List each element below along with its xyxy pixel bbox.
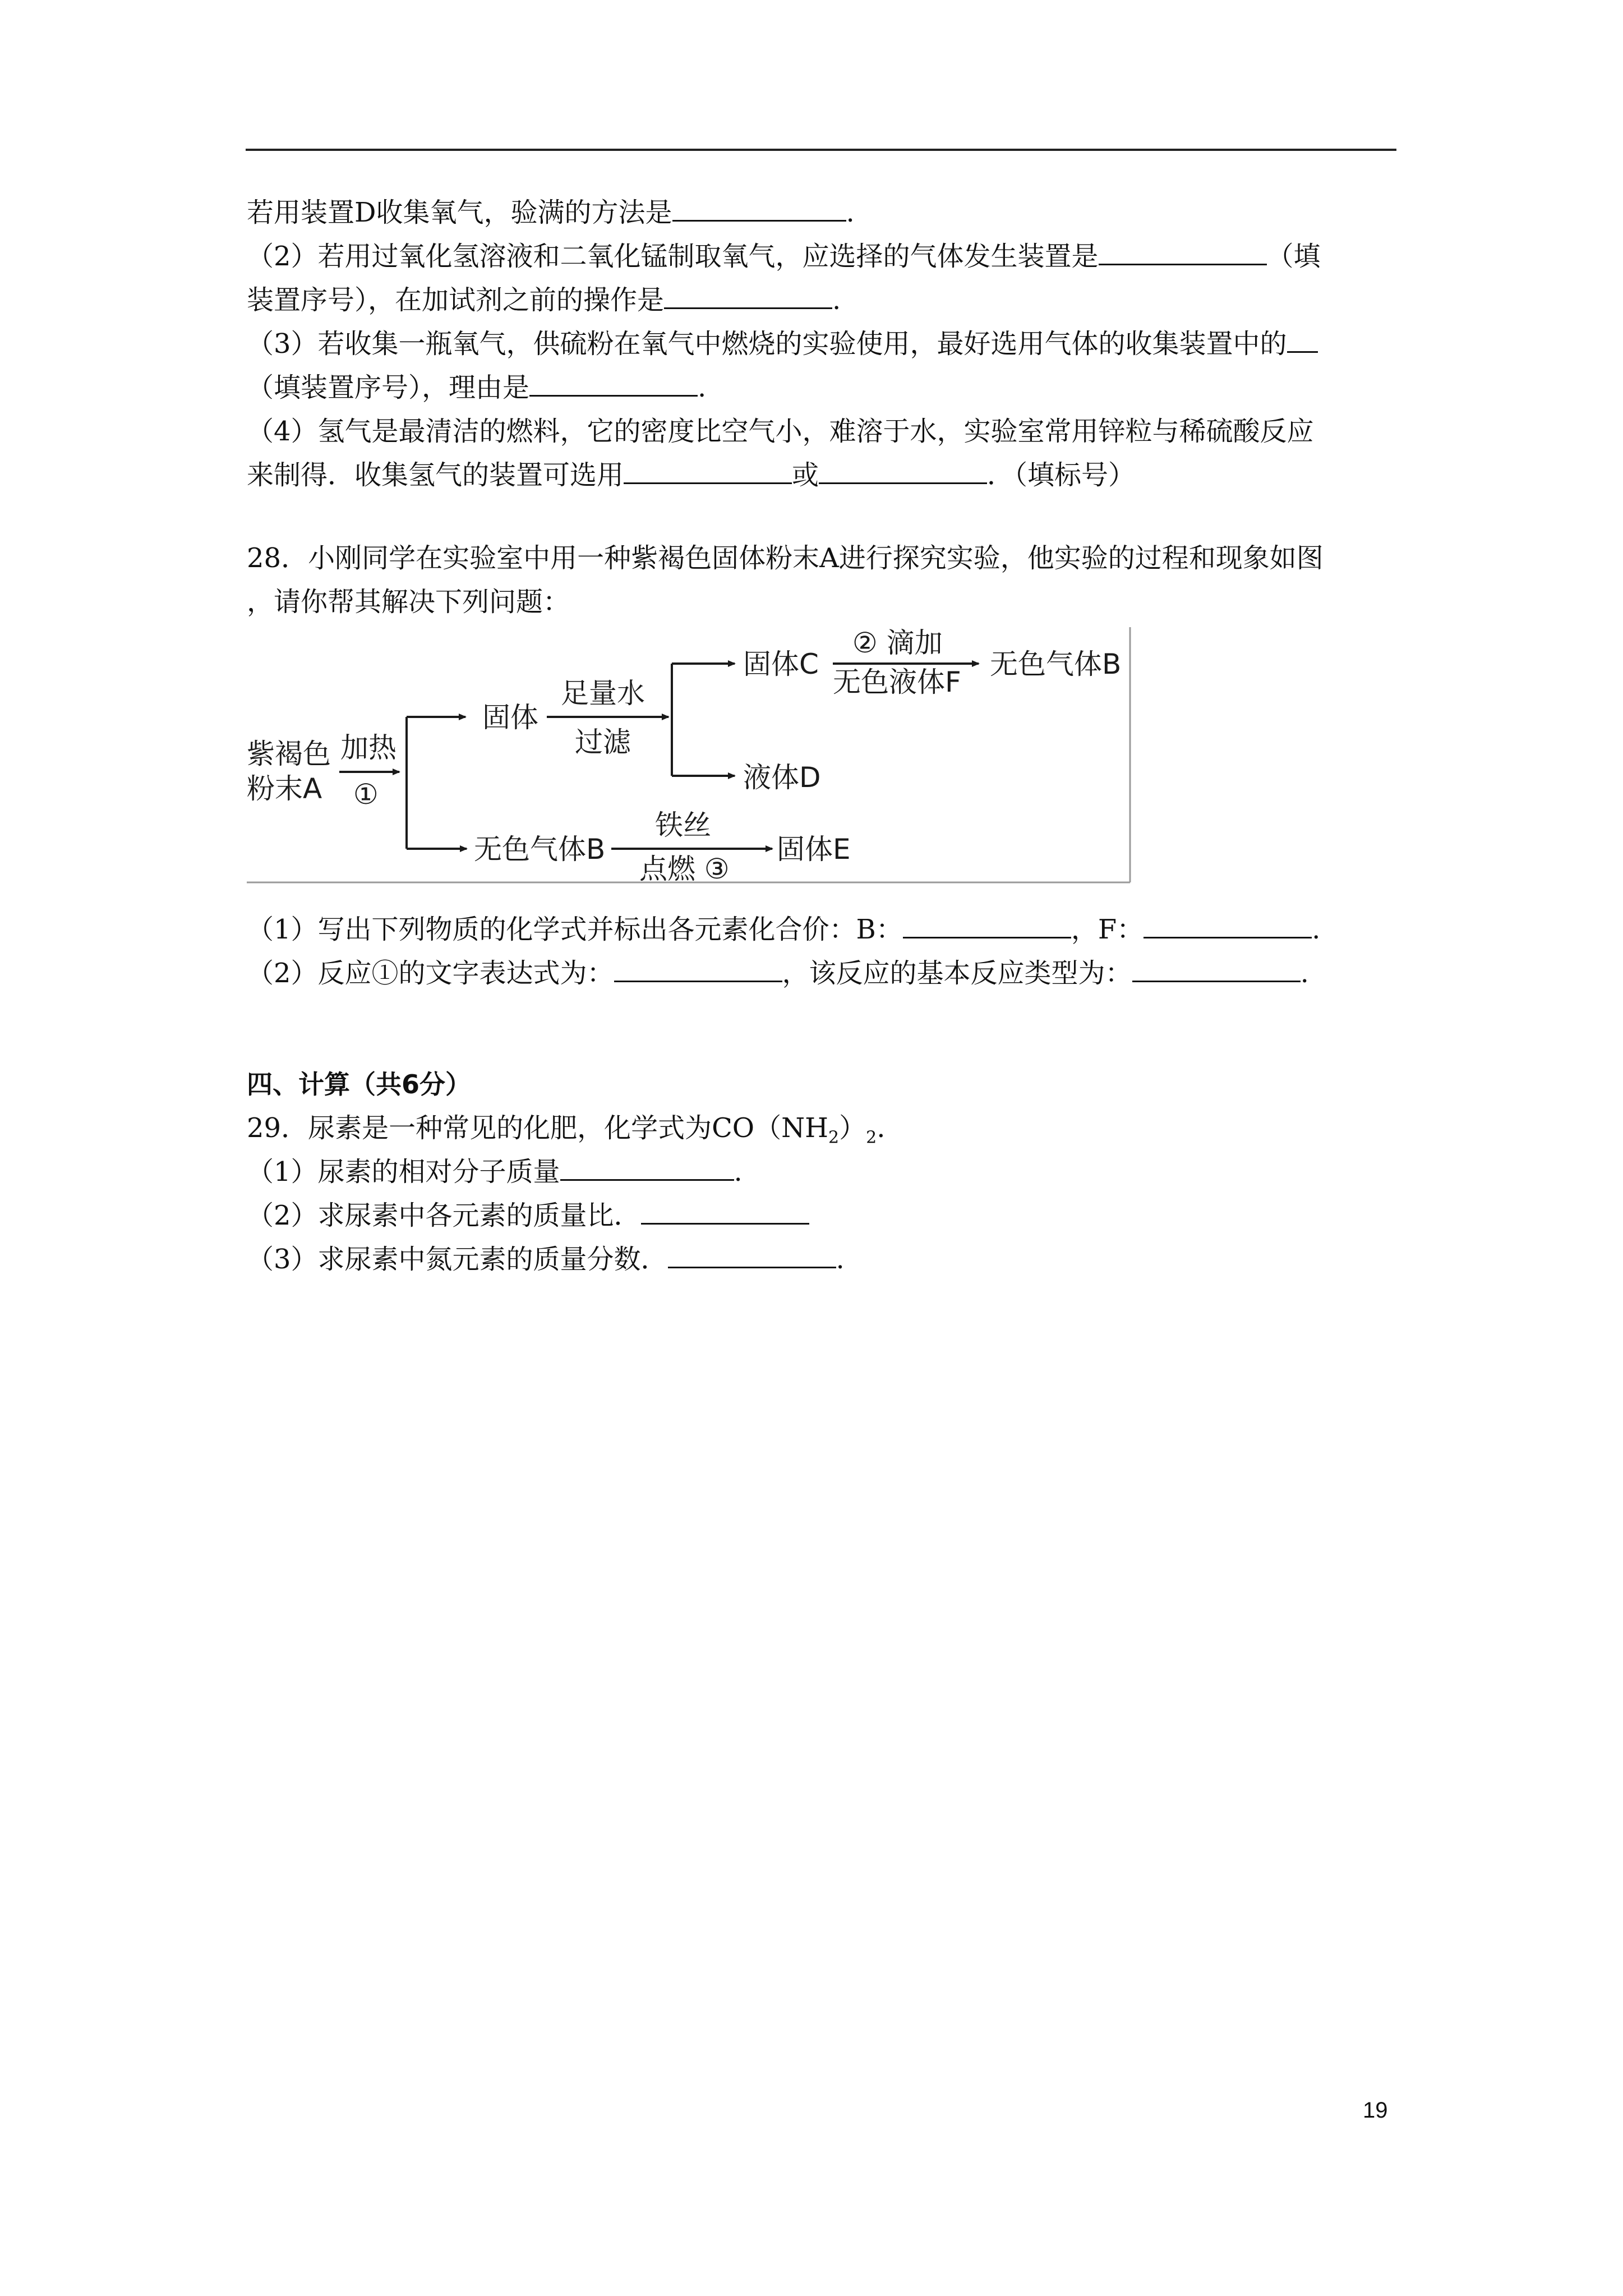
- drip-label: ② 滴加: [852, 627, 943, 659]
- liquid-d-label: 液体D: [743, 761, 821, 794]
- q29-sub-1: （1）尿素的相对分子质量 .: [247, 1156, 743, 1188]
- q29-sub-2: （2）求尿素中各元素的质量比．: [247, 1194, 1402, 1237]
- q28-sub-1: （1）写出下列物质的化学式并标出各元素化合价：B： ，F： .: [247, 914, 1321, 945]
- answer-blank[interactable]: [1099, 241, 1267, 265]
- q27-part3-line-1: （3）若收集一瓶氧气，供硫粉在氧气中燃烧的实验使用，最好选用气体的收集装置中的: [247, 322, 1402, 366]
- answer-blank[interactable]: [560, 1157, 734, 1181]
- heat-label: 加热: [340, 731, 396, 764]
- q27-part4-line-2: 来制得．收集氢气的装置可选用 或 ．（填标号）: [247, 459, 1136, 491]
- q27-part3-line-2: （填装置序号），理由是 .: [247, 372, 707, 403]
- reaction-flow-diagram: [247, 627, 1133, 885]
- page-number: 19: [1363, 2098, 1388, 2123]
- water-label: 足量水: [561, 677, 645, 710]
- start-label-2: 粉末A: [247, 772, 322, 805]
- filter-label: 过滤: [575, 726, 631, 758]
- answer-blank[interactable]: [668, 1244, 836, 1268]
- answer-blank[interactable]: [624, 460, 792, 484]
- solid-c-label: 固体C: [743, 648, 819, 680]
- answer-blank[interactable]: [641, 1200, 809, 1225]
- gas-b-right-label: 无色气体B: [990, 648, 1122, 680]
- header-rule: [246, 149, 1396, 151]
- answer-blank[interactable]: [1287, 329, 1318, 353]
- solid-e-label: 固体E: [777, 833, 851, 866]
- answer-blank[interactable]: [664, 285, 832, 309]
- q28-sub-2: （2）反应①的文字表达式为： ，该反应的基本反应类型为： .: [247, 958, 1309, 989]
- answer-blank[interactable]: [903, 914, 1071, 938]
- gas-b-bottom-label: 无色气体B: [474, 833, 606, 866]
- step-1-label: ①: [353, 778, 379, 811]
- page-content: [247, 191, 1402, 1281]
- ignite-label: 点燃 ③: [639, 853, 730, 885]
- q28-line-2: ，请你帮其解决下列问题：: [247, 586, 570, 618]
- iron-wire-label: 铁丝: [655, 809, 711, 841]
- q29-line: 29．尿素是一种常见的化肥，化学式为$CO(NH_2)_2$.: [247, 1112, 886, 1148]
- answer-blank[interactable]: [1132, 958, 1301, 982]
- start-label-1: 紫褐色: [247, 738, 331, 770]
- q27-part2-line-1: （2）若用过氧化氢溶液和二氧化锰制取氧气，应选择的气体发生装置是 （填: [247, 241, 1321, 272]
- q29-sub-3: （3）求尿素中氮元素的质量分数． .: [247, 1244, 845, 1275]
- q28-line-1: 28．小刚同学在实验室中用一种紫褐色固体粉末A进行探究实验，他实验的过程和现象如图: [247, 542, 1324, 574]
- answer-blank[interactable]: [529, 372, 698, 397]
- answer-blank[interactable]: [1144, 914, 1312, 938]
- solid-label: 固体: [482, 701, 538, 734]
- answer-blank[interactable]: [672, 197, 846, 222]
- section-title: 四、计算（共6分）: [247, 1069, 472, 1099]
- q27-line-1: 若用装置D收集氧气，验满的方法是 .: [247, 197, 855, 228]
- q27-part4-line-1: （4）氢气是最清洁的燃料，它的密度比空气小，难溶于水，实验室常用锌粒与稀硫酸反应: [247, 416, 1314, 447]
- answer-blank[interactable]: [614, 958, 782, 982]
- answer-blank[interactable]: [819, 460, 987, 484]
- q27-part2-line-2: 装置序号），在加试剂之前的操作是 .: [247, 284, 841, 316]
- liquid-f-label: 无色液体F: [833, 666, 961, 698]
